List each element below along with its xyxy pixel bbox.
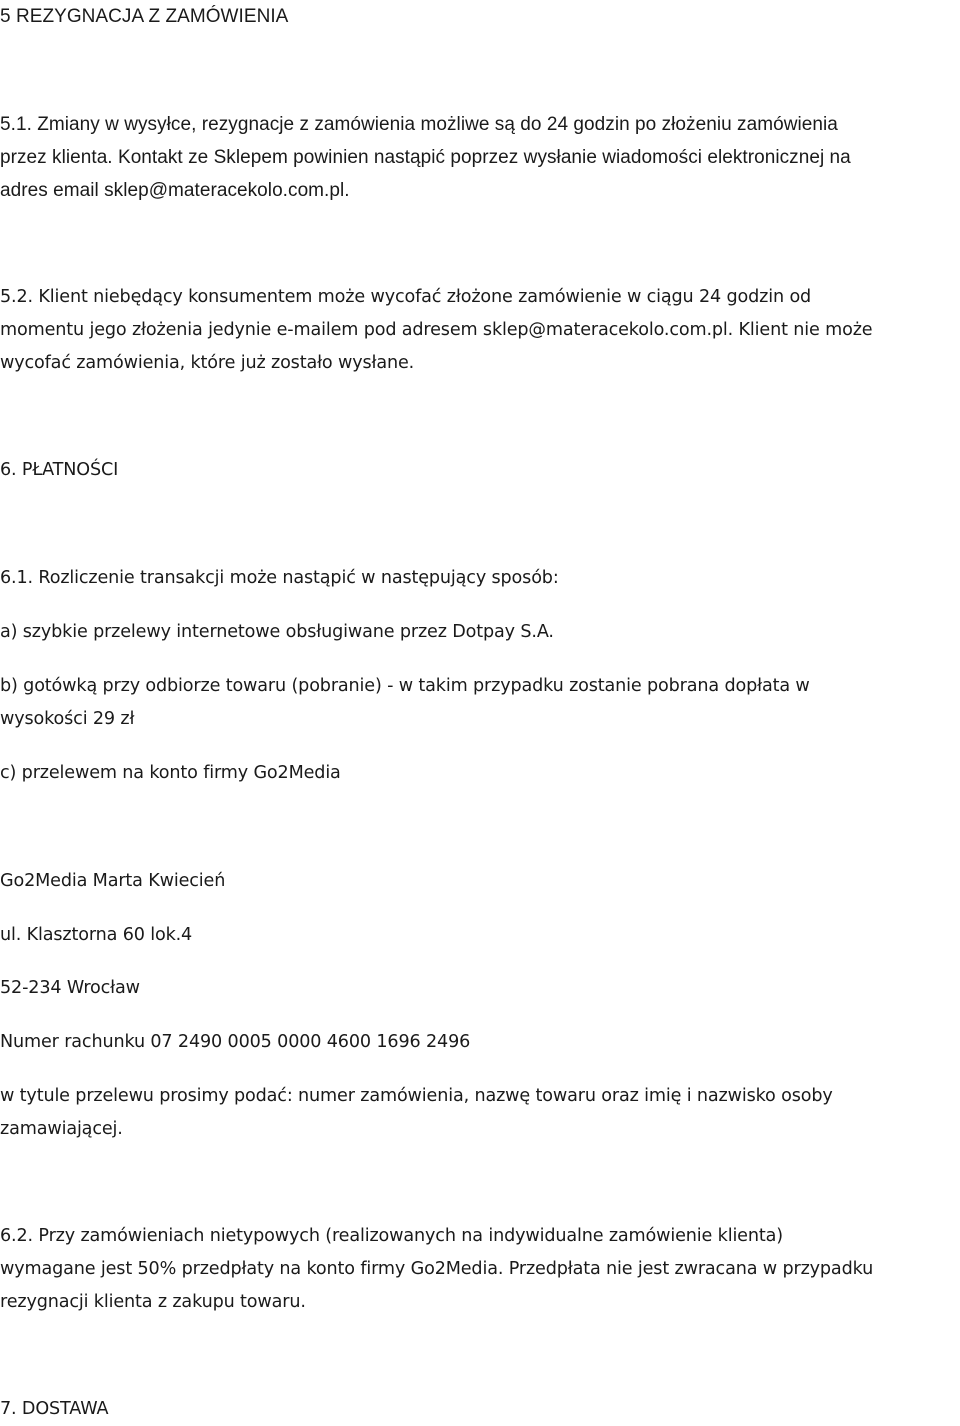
payment-option-c [0,757,958,790]
payment-option-a [0,616,958,649]
paragraph-line: 5.2. Klient niebędący konsumentem może wycofać złożone zamówienie w ciągu 24 godzin od [0,287,812,307]
paragraph-line: 6.2. Przy zamówieniach nietypowych (realizowanych na indywidualne zamówienie klienta) [0,1226,783,1246]
paragraph-line: w tytule przelewu prosimy podać: numer zamówienia, nazwę towaru oraz imię i nazwisko osoby [0,1086,833,1106]
paragraph-5-1 [0,108,958,207]
paragraph-line: wycofać zamówienia, które już zostało wysłane. [0,353,415,373]
paragraph-line: Go2Media Marta Kwiecień [0,871,226,891]
paragraph-line: adres email sklep@materacekolo.com.pl. [0,180,350,201]
heading-text: 7. DOSTAWA [0,1399,109,1419]
paragraph-5-2 [0,281,958,380]
section-6-heading [0,454,958,487]
paragraph-line: c) przelewem na konto firmy Go2Media [0,763,341,783]
paragraph-line: przez klienta. Kontakt ze Sklepem powinien nastąpić poprzez wysłanie wiadomości elektronicznej na [0,147,851,168]
paragraph-line: wymagane jest 50% przedpłaty na konto firmy Go2Media. Przedpłata nie jest zwracana w przypadku [0,1259,874,1279]
section-5-heading [0,0,958,33]
paragraph-6-1 [0,562,958,595]
paragraph-line: zamawiającej. [0,1119,123,1139]
paragraph-line: a) szybkie przelewy internetowe obsługiwane przez Dotpay S.A. [0,622,554,642]
paragraph-line: momentu jego złożenia jedynie e-mailem pod adresem sklep@materacekolo.com.pl. Klient nie może [0,320,873,340]
bank-account [0,1026,958,1059]
section-7-heading [0,1393,958,1426]
company-street [0,919,958,952]
paragraph-line: 5.1. Zmiany w wysyłce, rezygnacje z zamówienia możliwe są do 24 godzin po złożeniu zamówienia [0,114,838,135]
company-city [0,972,958,1005]
paragraph-line: b) gotówką przy odbiorze towaru (pobranie) - w takim przypadku zostanie pobrana dopłata w [0,676,810,696]
paragraph-line: 52-234 Wrocław [0,978,140,998]
transfer-note [0,1080,958,1146]
paragraph-line: rezygnacji klienta z zakupu towaru. [0,1292,306,1312]
company-name [0,865,958,898]
paragraph-line: Numer rachunku 07 2490 0005 0000 4600 1696 2496 [0,1032,471,1052]
heading-text: 5 REZYGNACJA Z ZAMÓWIENIA [0,6,289,27]
paragraph-line: 6.1. Rozliczenie transakcji może nastąpić w następujący sposób: [0,568,559,588]
paragraph-line: ul. Klasztorna 60 lok.4 [0,925,193,945]
heading-text: 6. PŁATNOŚCI [0,460,119,480]
paragraph-6-2 [0,1220,958,1319]
paragraph-line: wysokości 29 zł [0,709,135,729]
payment-option-b [0,670,958,736]
